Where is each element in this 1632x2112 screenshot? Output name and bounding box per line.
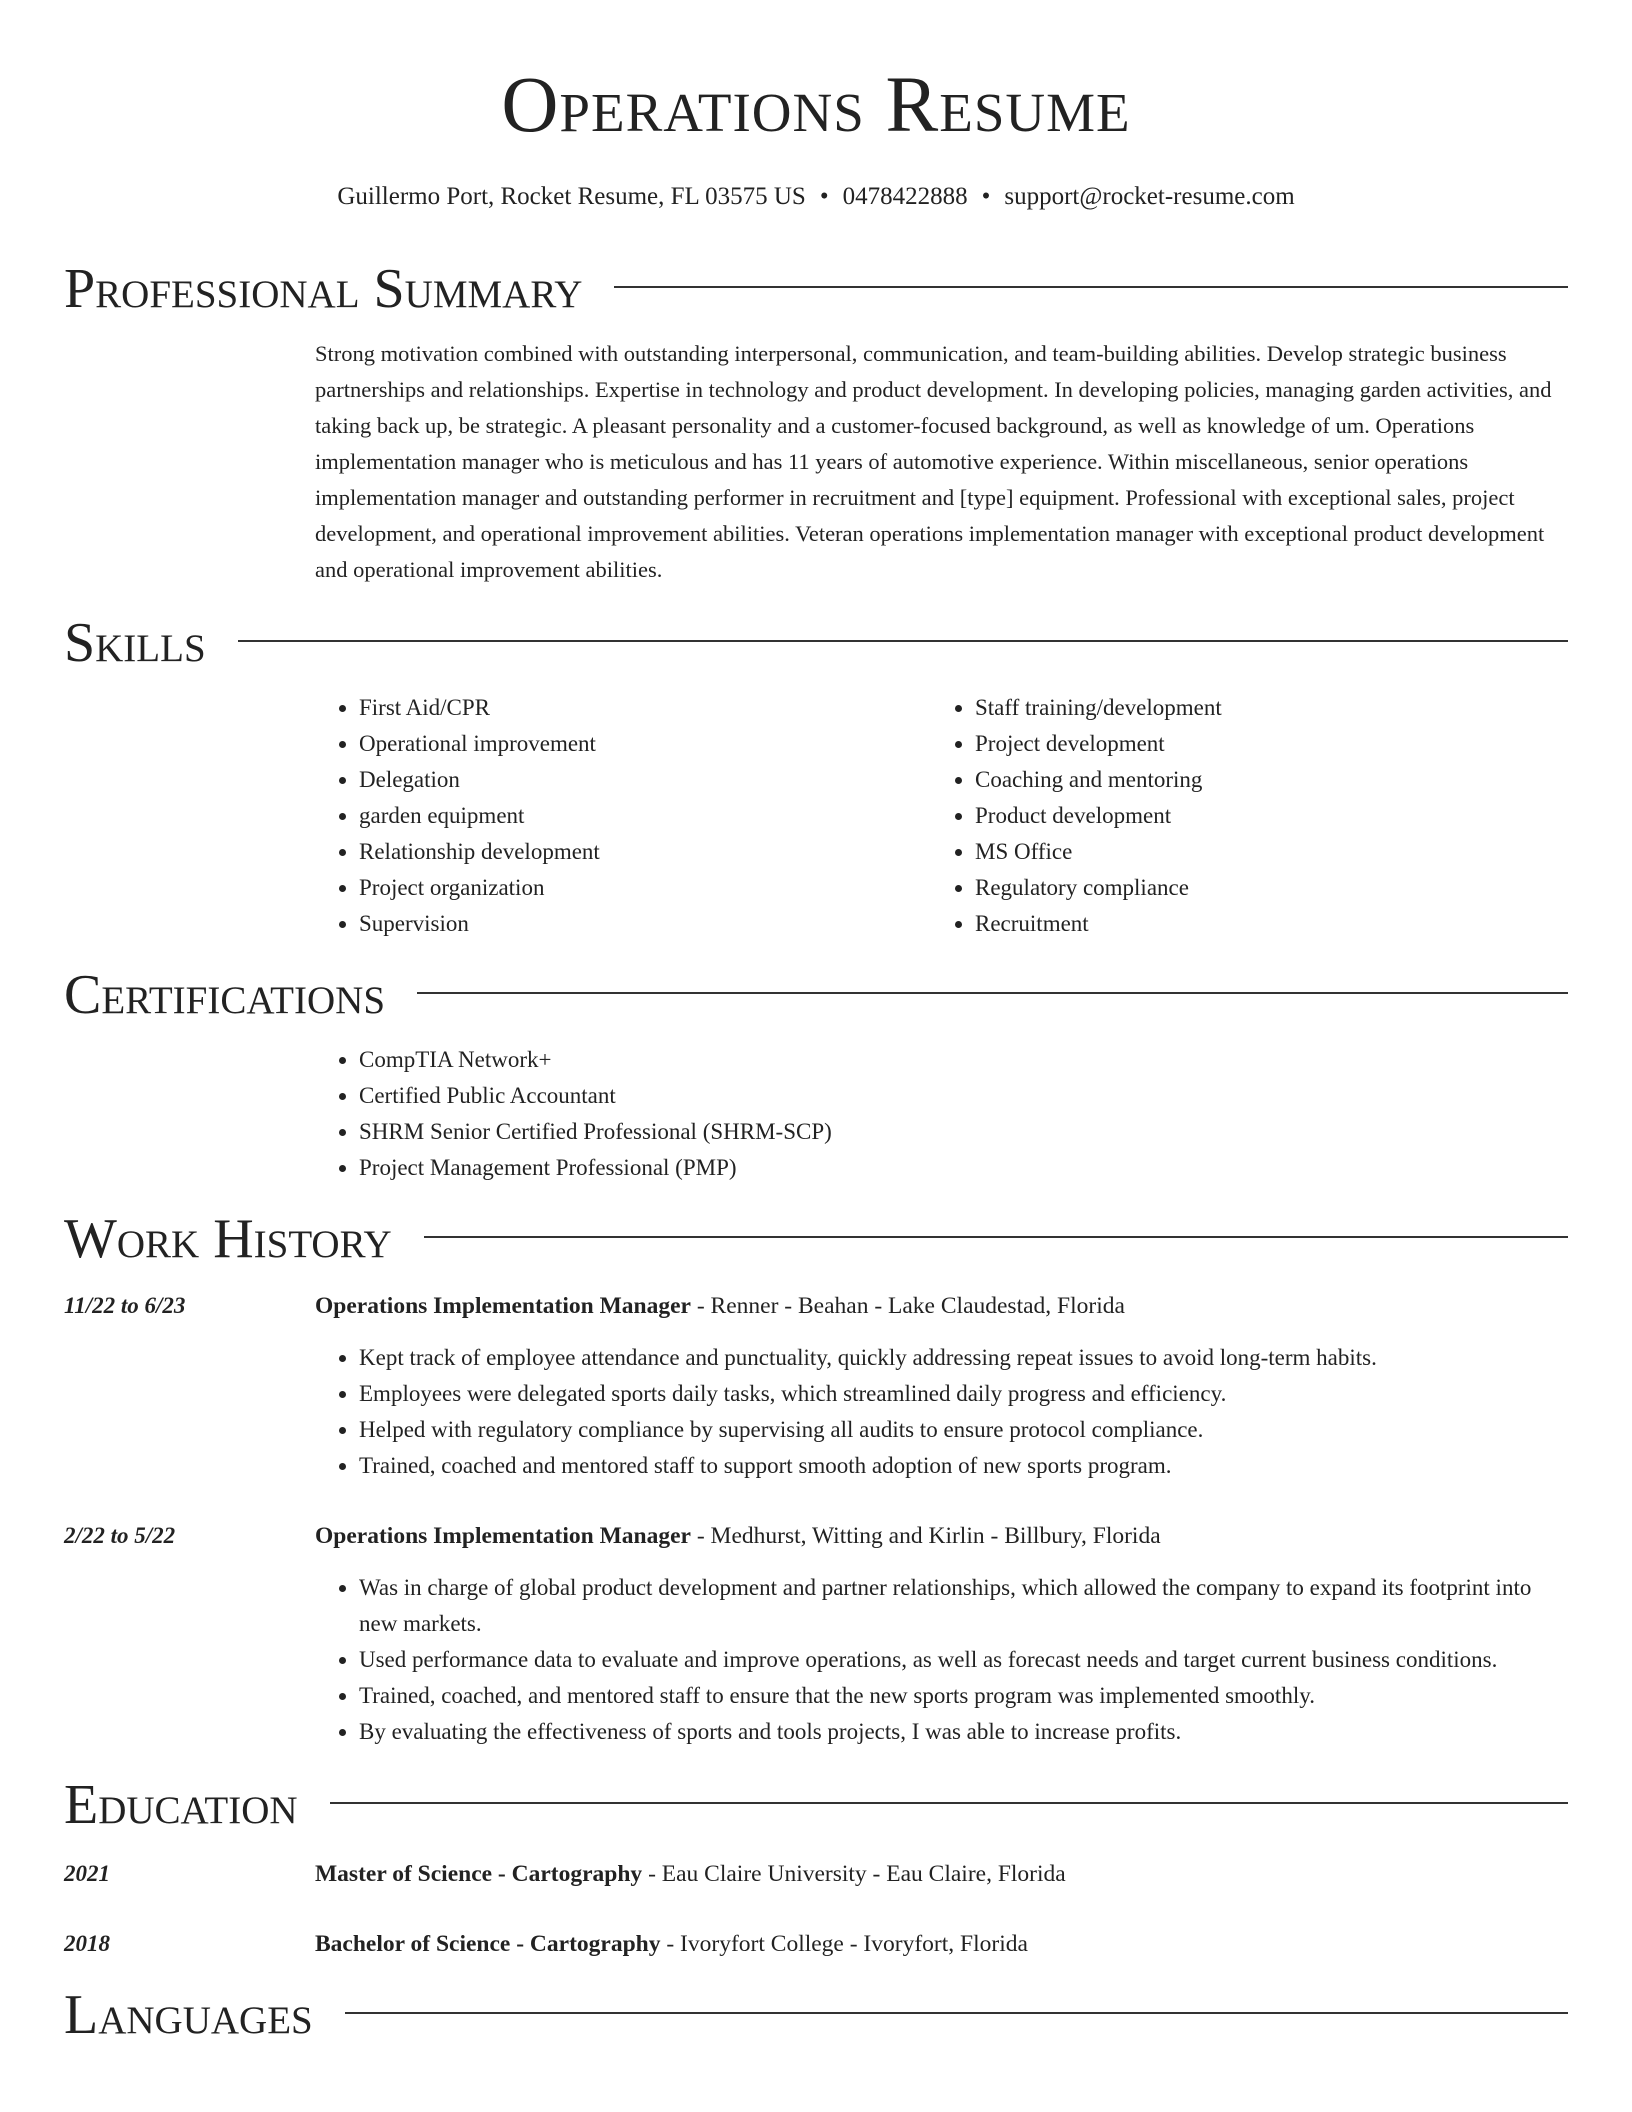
section-divider (238, 640, 1568, 642)
education-body (64, 1856, 1568, 1962)
education-title: Education (64, 1774, 298, 1836)
skills-section-header (64, 610, 1568, 676)
skills-column-left (315, 690, 931, 942)
job-title-line (315, 1518, 1161, 1554)
contact-phone: 0478422888 (842, 183, 968, 210)
education-degree: Bachelor of Science - Cartography (315, 1931, 661, 1957)
skills-list-right (931, 690, 1547, 942)
skill-item: • Supervision (359, 906, 931, 942)
skill-item: • Coaching and mentoring (975, 762, 1547, 798)
certifications-title: Certifications (64, 964, 386, 1026)
certifications-list (315, 1042, 1568, 1186)
job-duties-list (315, 1570, 1568, 1750)
education-year: 2021 (64, 1861, 110, 1886)
languages-title: Languages (64, 1984, 313, 2046)
skill-item: • Product development (975, 798, 1547, 834)
contact-email: support@rocket-resume.com (1004, 183, 1295, 210)
job-dates: 11/22 to 6/23 (64, 1293, 186, 1318)
skill-item: • Staff training/development (975, 690, 1547, 726)
skill-item: • Project development (975, 726, 1547, 762)
job-header (64, 1518, 1568, 1554)
job-role: Operations Implementation Manager (315, 1293, 691, 1319)
education-entry (64, 1926, 1568, 1962)
certification-item: • Project Management Professional (PMP) (359, 1150, 1568, 1186)
job-duties (64, 1570, 1568, 1750)
summary-text: Strong motivation combined with outstanding interpersonal, communication, and team-building abilities. Develop strategic business partnerships and relationships. Expertise in technology and product development. In developing policies, managing garden activities, and taking back up, be strategic. A pleasant personality and a customer-focused background, as well as knowledge of um. Operations implementation manager who is meticulous and has 11 years of automotive experience. Within miscellaneous, senior operations implementation manager and outstanding performer in recruitment and [type] equipment. Professional with exceptional sales, project development, and operational improvement abilities. Veteran operations implementation manager with exceptional product development and operational improvement abilities. (315, 341, 1552, 582)
skill-item: • First Aid/CPR (359, 690, 931, 726)
job-dates: 2/22 to 5/22 (64, 1523, 176, 1548)
skill-item: • Recruitment (975, 906, 1547, 942)
skills-list-left (315, 690, 931, 942)
skills-grid (315, 690, 1568, 942)
resume-name: Operations Resume (501, 62, 1131, 149)
job-role: Operations Implementation Manager (315, 1523, 691, 1549)
skill-item: • MS Office (975, 834, 1547, 870)
skills-column-right (931, 690, 1547, 942)
section-divider (614, 286, 1568, 288)
section-divider (424, 1236, 1568, 1238)
skill-item: • garden equipment (359, 798, 931, 834)
section-divider (345, 2012, 1568, 2014)
work-history-section-header (64, 1206, 1568, 1272)
job-title-line (315, 1288, 1125, 1324)
contact-line (64, 182, 1568, 212)
certifications-section-header (64, 962, 1568, 1028)
certification-item: • SHRM Senior Certified Professional (SHRM-SCP) (359, 1114, 1568, 1150)
contact-separator: • (981, 183, 991, 210)
certification-item: • Certified Public Accountant (359, 1078, 1568, 1114)
job-employer-location: - Renner - Beahan - Lake Claudestad, Florida (690, 1293, 1125, 1319)
job-employer-location: - Medhurst, Witting and Kirlin - Billbury, Florida (690, 1523, 1161, 1549)
job-duty-item: • Employees were delegated sports daily tasks, which streamlined daily progress and efficiency. (359, 1376, 1568, 1412)
education-entry (64, 1856, 1568, 1892)
education-section-header (64, 1772, 1568, 1838)
job-duty-item: • Trained, coached, and mentored staff to ensure that the new sports program was implemented smoothly. (359, 1678, 1568, 1714)
education-line (315, 1856, 1066, 1892)
job-entry (64, 1518, 1568, 1750)
job-duty-item: • Trained, coached and mentored staff to support smooth adoption of new sports program. (359, 1448, 1568, 1484)
job-entry (64, 1288, 1568, 1484)
skills-body (64, 690, 1568, 942)
education-school-location: - Ivoryfort College - Ivoryfort, Florida (660, 1931, 1028, 1957)
job-header (64, 1288, 1568, 1324)
job-duty-item: • Helped with regulatory compliance by supervising all audits to ensure protocol compliance. (359, 1412, 1568, 1448)
job-duty-item: • Kept track of employee attendance and punctuality, quickly addressing repeat issues to avoid long-term habits. (359, 1340, 1568, 1376)
work-history-body (64, 1288, 1568, 1750)
skill-item: • Operational improvement (359, 726, 931, 762)
summary-body (64, 336, 1568, 588)
contact-separator: • (819, 183, 829, 210)
summary-title: Professional Summary (64, 258, 583, 320)
summary-section-header (64, 256, 1568, 322)
job-duties-list (315, 1340, 1568, 1484)
education-year: 2018 (64, 1931, 110, 1956)
section-divider (330, 1802, 1568, 1804)
job-duty-item: • Used performance data to evaluate and improve operations, as well as forecast needs and target current business conditions. (359, 1642, 1568, 1678)
skills-title: Skills (64, 612, 206, 674)
education-school-location: - Eau Claire University - Eau Claire, Florida (642, 1861, 1066, 1887)
education-line (315, 1926, 1028, 1962)
job-duty-item: • By evaluating the effectiveness of sports and tools projects, I was able to increase profits. (359, 1714, 1568, 1750)
contact-address: Guillermo Port, Rocket Resume, FL 03575 US (337, 183, 806, 210)
skill-item: • Regulatory compliance (975, 870, 1547, 906)
job-duties (64, 1340, 1568, 1484)
certifications-body (64, 1042, 1568, 1186)
skill-item: • Relationship development (359, 834, 931, 870)
job-duty-item: • Was in charge of global product development and partner relationships, which allowed the company to expand its footprint into new markets. (359, 1570, 1568, 1642)
education-degree: Master of Science - Cartography (315, 1861, 643, 1887)
work-history-title: Work History (64, 1208, 392, 1270)
skill-item: • Delegation (359, 762, 931, 798)
skill-item: • Project organization (359, 870, 931, 906)
section-divider (417, 992, 1568, 994)
certification-item: • CompTIA Network+ (359, 1042, 1568, 1078)
languages-section-header (64, 1982, 1568, 2048)
